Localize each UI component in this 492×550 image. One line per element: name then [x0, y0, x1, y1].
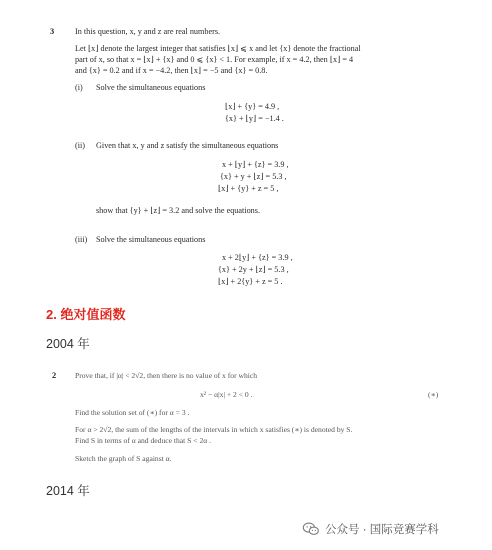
question-intro: In this question, x, y and z are real numbers. — [75, 27, 221, 36]
question-text: For α > 2√2, the sum of the lengths of the intervals in which x satisfies (∗) is denoted by S. — [75, 425, 353, 434]
question-text: Prove that, if |α| < 2√2, then there is no value of x for which — [75, 371, 258, 380]
watermark-text: 公众号 · 国际竞赛学科 — [325, 524, 439, 536]
part-text: Solve the simultaneous equations — [96, 83, 206, 92]
definition-line: and {x} = 0.2 and if x = −4.2, then ⌊x⌋ = −5 and {x} = 0.8. — [75, 66, 268, 75]
equation: x² − α|x| + 2 < 0 . — [200, 390, 253, 399]
question-number: 2 — [52, 371, 57, 380]
equation: x + 2⌊y⌋ + {z} = 3.9 , — [222, 253, 293, 262]
equation: {x} + y + ⌊z⌋ = 5.3 , — [220, 172, 287, 181]
year-label: 2014 年 — [46, 484, 90, 498]
question-number: 3 — [50, 27, 55, 36]
section-heading: 2. 绝对值函数 — [46, 307, 126, 322]
part-label: (i) — [75, 83, 83, 92]
part-label: (ii) — [75, 141, 86, 150]
equation-tag: (∗) — [428, 390, 439, 399]
equation: ⌊x⌋ + {y} + z = 5 , — [218, 184, 279, 193]
wechat-icon — [302, 522, 320, 536]
equation: x + ⌊y⌋ + {z} = 3.9 , — [222, 160, 289, 169]
equation: ⌊x⌋ + 2{y} + z = 5 . — [218, 277, 283, 286]
show-that-text: show that {y} + ⌊z⌋ = 3.2 and solve the equations. — [96, 206, 261, 215]
part-text: Solve the simultaneous equations — [96, 235, 206, 244]
equation: {x} + ⌊y⌋ = −1.4 . — [225, 114, 284, 123]
year-label: 2004 年 — [46, 337, 90, 351]
part-text: Given that x, y and z satisfy the simultaneous equations — [96, 141, 279, 150]
part-label: (iii) — [75, 235, 88, 244]
equation: {x} + 2y + ⌊z⌋ = 5.3 , — [218, 265, 289, 274]
equation: ⌊x⌋ + {y} = 4.9 , — [225, 102, 280, 111]
watermark — [302, 521, 439, 537]
question-text: Find S in terms of α and deduce that S < 2α . — [75, 436, 212, 445]
question-text: Sketch the graph of S against α. — [75, 454, 172, 463]
question-text: Find the solution set of (∗) for α = 3 . — [75, 408, 190, 417]
definition-line: Let ⌊x⌋ denote the largest integer that satisfies ⌊x⌋ ⩽ x and let {x} denote the fractional — [75, 44, 361, 53]
definition-line: part of x, so that x = ⌊x⌋ + {x} and 0 ⩽ {x} < 1. For example, if x = 4.2, then ⌊x⌋ = 4 — [75, 55, 354, 64]
